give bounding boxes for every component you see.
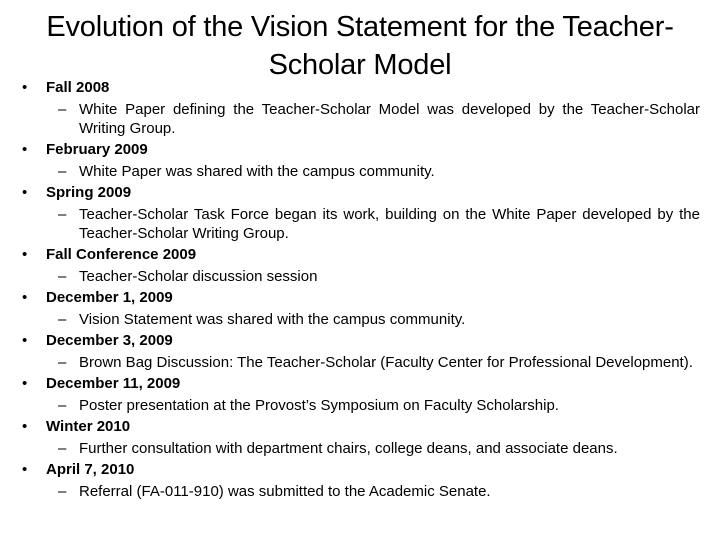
bullet-icon: • (22, 289, 28, 306)
bullet-icon: • (22, 184, 28, 201)
timeline-item (22, 78, 702, 138)
timeline-list (22, 78, 702, 503)
dash-icon: – (58, 311, 67, 328)
item-detail-text: White Paper defining the Teacher-Scholar Model was developed by the Teacher-Scholar Writing Group. (79, 101, 700, 137)
dash-icon: – (58, 163, 67, 180)
bullet-icon: • (22, 332, 28, 349)
timeline-item (22, 288, 702, 329)
item-detail-text: Referral (FA-011-910) was submitted to the Academic Senate. (79, 483, 491, 500)
bullet-icon: • (22, 461, 28, 478)
item-detail-text: White Paper was shared with the campus community. (79, 163, 435, 180)
dash-icon: – (58, 268, 67, 285)
dash-icon: – (58, 206, 67, 223)
item-detail (22, 439, 702, 458)
item-detail-text: Teacher-Scholar discussion session (79, 268, 318, 285)
timeline-item (22, 331, 702, 372)
bullet-icon: • (22, 246, 28, 263)
bullet-icon: • (22, 141, 28, 158)
bullet-icon: • (22, 418, 28, 435)
item-detail (22, 162, 702, 181)
item-heading: Winter 2010 (46, 418, 131, 435)
item-heading: Fall 2008 (46, 79, 110, 96)
item-heading: Fall Conference 2009 (46, 246, 197, 263)
item-detail-text: Further consultation with department chairs, college deans, and associate deans. (79, 440, 618, 457)
item-detail-text: Poster presentation at the Provost’s Symposium on Faculty Scholarship. (79, 397, 559, 414)
timeline-item (22, 417, 702, 458)
timeline-item (22, 140, 702, 181)
slide-title: Evolution of the Vision Statement for the Teacher-Scholar Model (46, 11, 674, 81)
item-heading: February 2009 (46, 141, 148, 158)
item-detail-text: Teacher-Scholar Task Force began its work, building on the White Paper developed by the Teacher-Scholar Writing Group. (79, 206, 700, 242)
item-heading: Spring 2009 (46, 184, 132, 201)
item-detail (22, 396, 702, 415)
item-detail (22, 482, 702, 501)
timeline-item (22, 460, 702, 501)
item-detail-text: Brown Bag Discussion: The Teacher-Scholar (Faculty Center for Professional Development). (79, 354, 693, 371)
item-detail (22, 100, 702, 138)
dash-icon: – (58, 354, 67, 371)
item-detail (22, 353, 702, 372)
bullet-icon: • (22, 375, 28, 392)
item-detail (22, 267, 702, 286)
dash-icon: – (58, 440, 67, 457)
item-detail-text: Vision Statement was shared with the campus community. (79, 311, 466, 328)
item-heading: December 1, 2009 (46, 289, 173, 306)
dash-icon: – (58, 101, 67, 118)
timeline-item (22, 374, 702, 415)
timeline-item (22, 183, 702, 243)
item-heading: April 7, 2010 (46, 461, 135, 478)
item-detail (22, 205, 702, 243)
item-heading: December 11, 2009 (46, 375, 181, 392)
item-detail (22, 310, 702, 329)
dash-icon: – (58, 483, 67, 500)
item-heading: December 3, 2009 (46, 332, 173, 349)
timeline-item (22, 245, 702, 286)
bullet-icon: • (22, 79, 28, 96)
dash-icon: – (58, 397, 67, 414)
